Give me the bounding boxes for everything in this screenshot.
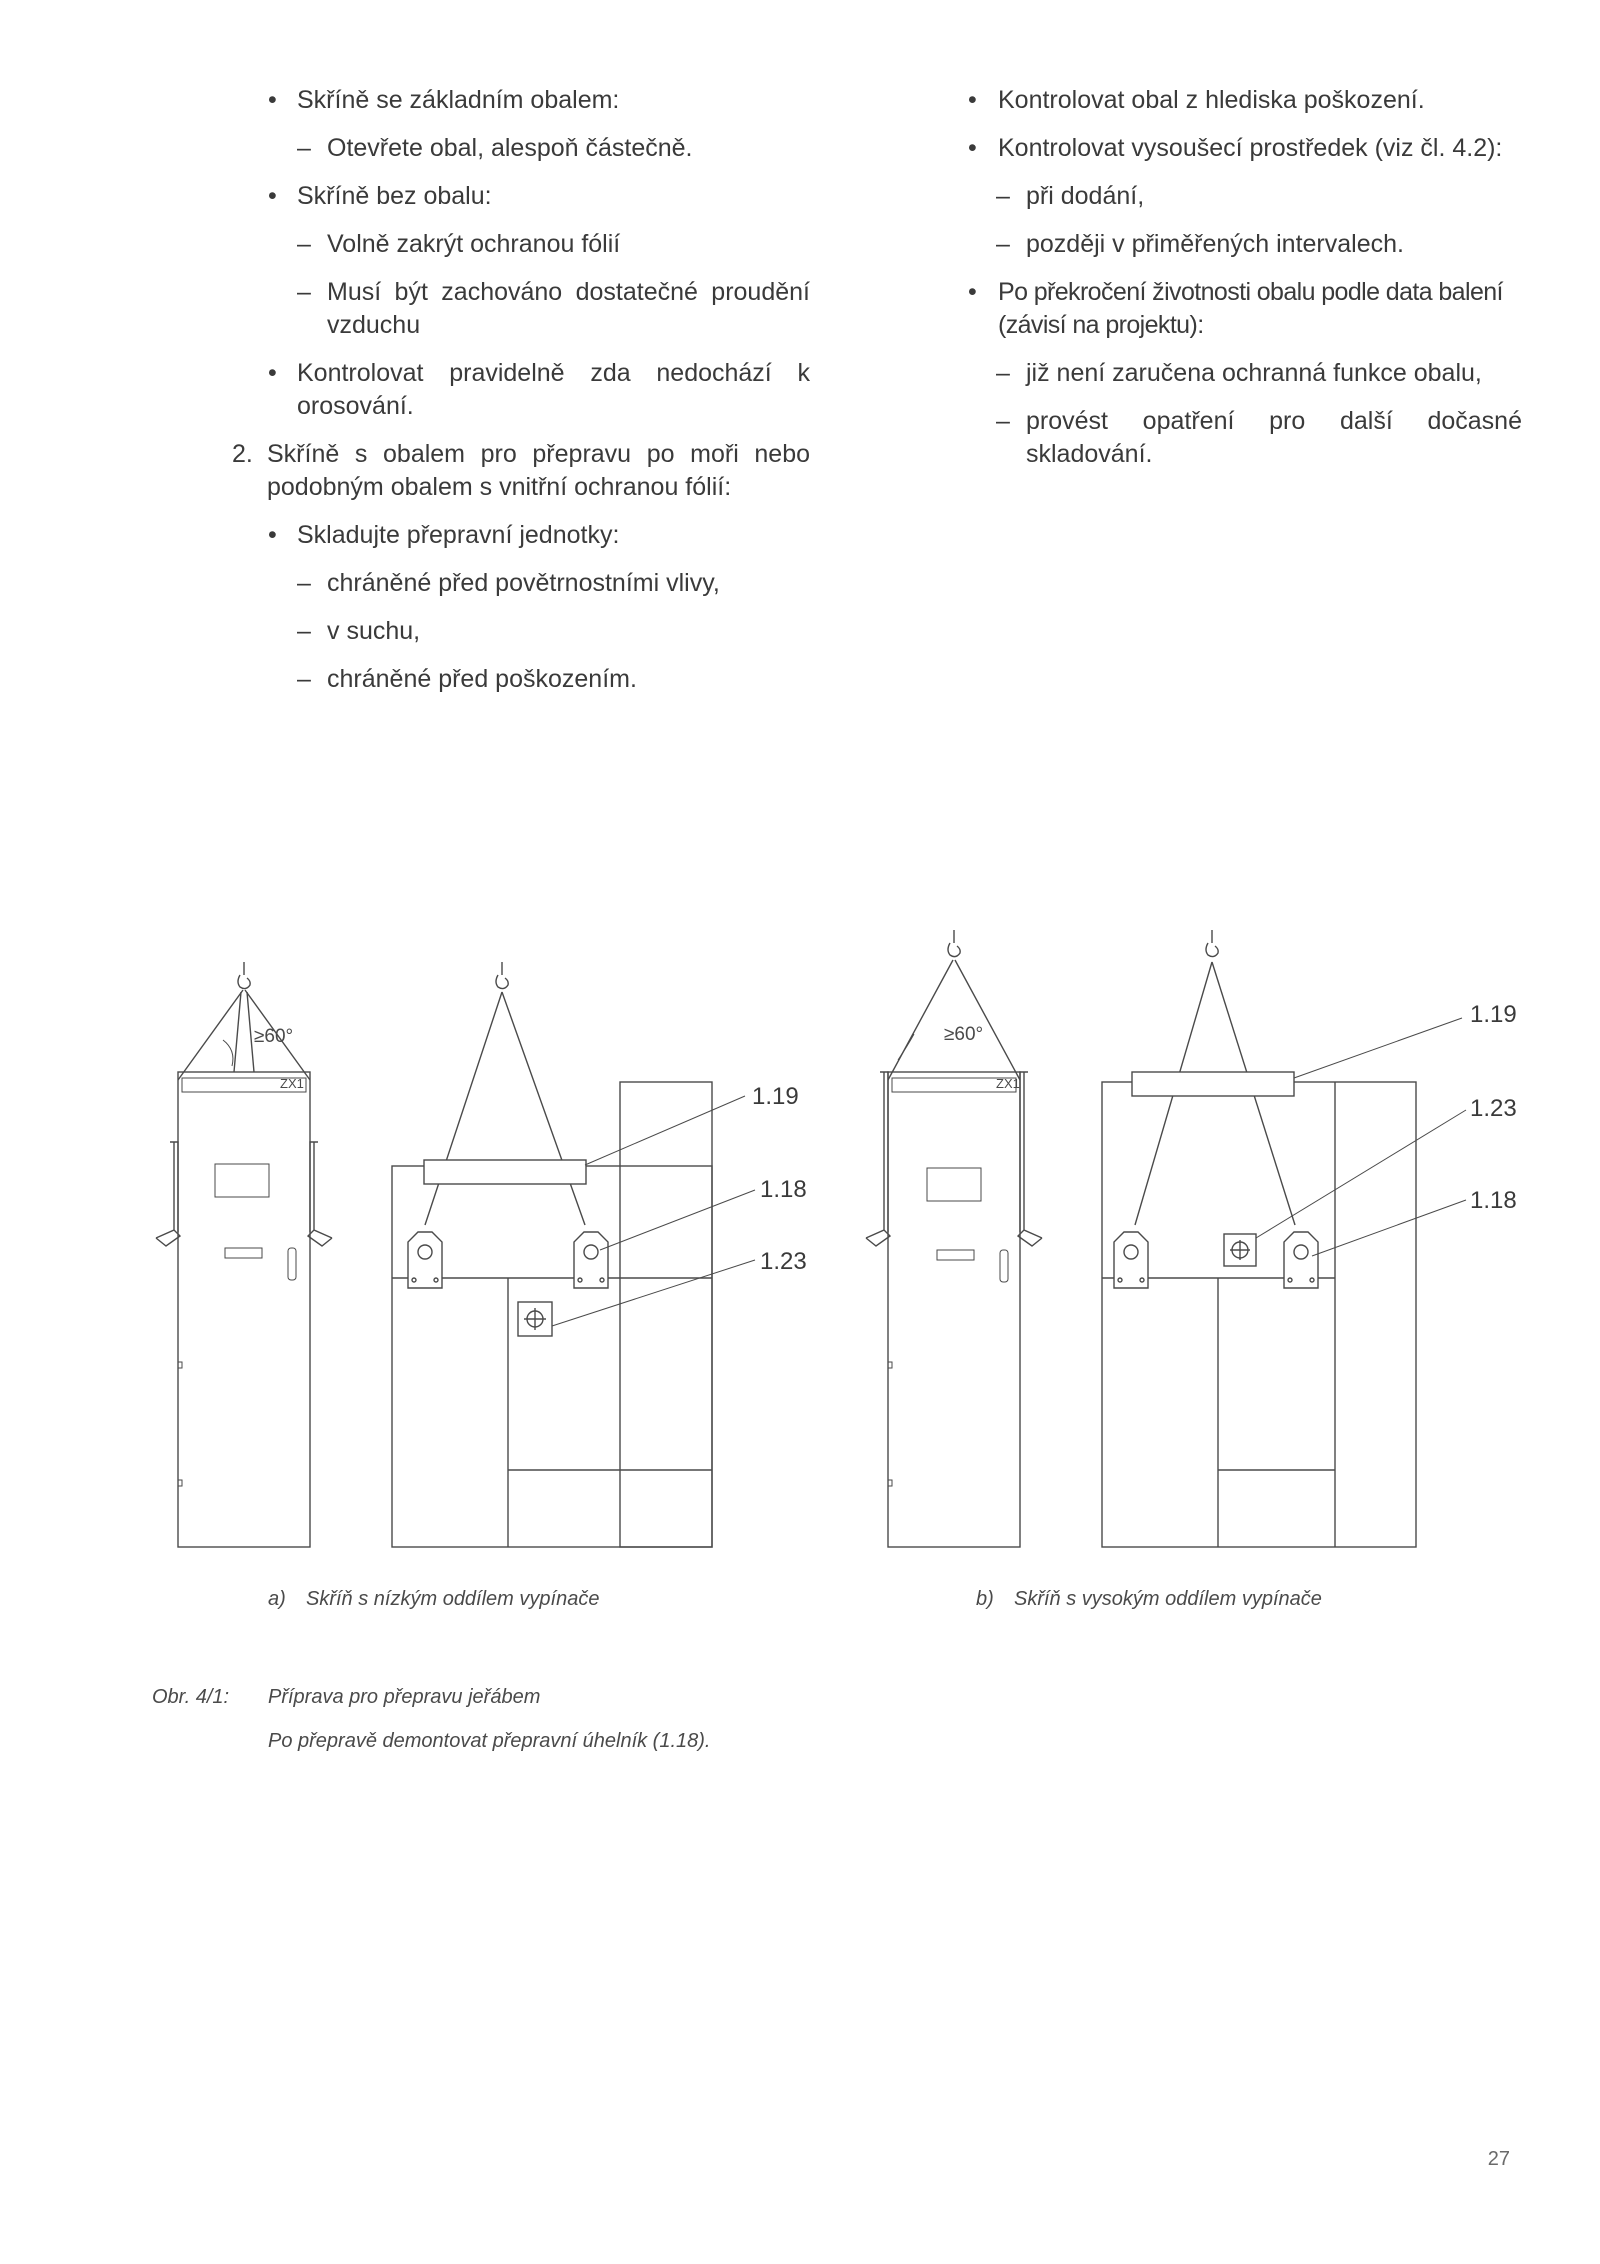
callout-1-23: 1.23 [760,1248,807,1275]
list-item: – později v přiměřených intervalech. [996,230,1404,258]
crane-hook-icon [1206,930,1218,957]
panel-b-caption: b) Skříň s vysokým oddílem vypínače [976,1588,1322,1610]
panel-a-side-view [156,962,332,1547]
panel-b-front-view [1102,930,1517,1547]
list-item: – v suchu, [297,617,421,645]
list-item: – chráněné před poškozením. [297,665,637,693]
left-column [232,84,810,711]
panel-a-caption: a) Skříň s nízkým oddílem vypínače [268,1588,600,1610]
lifting-angle-right [574,1232,608,1288]
list-item: • Kontrolovat vysoušecí prostředek (viz čl. 4.2): [968,134,1503,162]
right-column [968,84,1522,486]
list-item: – provést opatření pro další dočasné skladování. [996,407,1522,468]
figure-caption-label: Obr. 4/1: [152,1686,230,1708]
list-item: – již není zaručena ochranná funkce obalu, [996,359,1482,387]
list-item: – při dodání, [996,182,1145,210]
callout-1-23: 1.23 [1470,1095,1517,1122]
crane-lifting-figure [0,900,1600,1560]
page-number: 27 [1487,2148,1510,2170]
list-item: – Volně zakrýt ochranou fólií [297,230,621,258]
list-item: – Otevřete obal, alespoň částečně. [297,134,693,162]
lifting-angle-left [408,1232,442,1288]
list-item: • Skříně bez obalu: [268,182,492,210]
panel-a-front-view [392,962,807,1547]
panel-a-zx1-label: ZX1 [280,1076,304,1091]
crane-hook-icon [496,962,508,989]
desiccant-marker-icon [518,1302,552,1336]
panel-a-angle-label: ≥60° [254,1026,294,1047]
callout-1-19: 1.19 [1470,1001,1517,1028]
panel-b-side-view [866,930,1042,1547]
crane-hook-icon [238,962,250,989]
figure-caption-note: Po přepravě demontovat přepravní úhelník (1.18). [268,1730,711,1752]
crane-hook-icon [948,930,960,957]
panel-b-angle-label: ≥60° [944,1024,984,1045]
callout-1-19: 1.19 [752,1083,799,1110]
list-item: • Skladujte přepravní jednotky: [268,521,620,549]
list-item: 2. Skříně s obalem pro přepravu po moři nebo podobným obalem s vnitřní ochranou fólií: [232,440,810,501]
lifting-angle-right [1284,1232,1318,1288]
list-item: – chráněné před povětrnostními vlivy, [297,569,720,597]
callout-1-18: 1.18 [760,1176,807,1203]
list-item: • Kontrolovat pravidelně zda nedochází k orosování. [268,359,810,420]
list-item: • Po překročení životnosti obalu podle data balení (závisí na projektu): [968,278,1503,339]
list-item: – Musí být zachováno dostatečné proudění vzduchu [297,278,810,339]
lifting-angle-left [1114,1232,1148,1288]
list-item: • Kontrolovat obal z hlediska poškození. [968,86,1425,114]
callout-1-18: 1.18 [1470,1187,1517,1214]
panel-b-zx1-label: ZX1 [996,1076,1020,1091]
figure-caption-title: Příprava pro přepravu jeřábem [268,1686,541,1708]
desiccant-marker-icon [1224,1234,1256,1266]
list-item: • Skříně se základním obalem: [268,86,620,114]
